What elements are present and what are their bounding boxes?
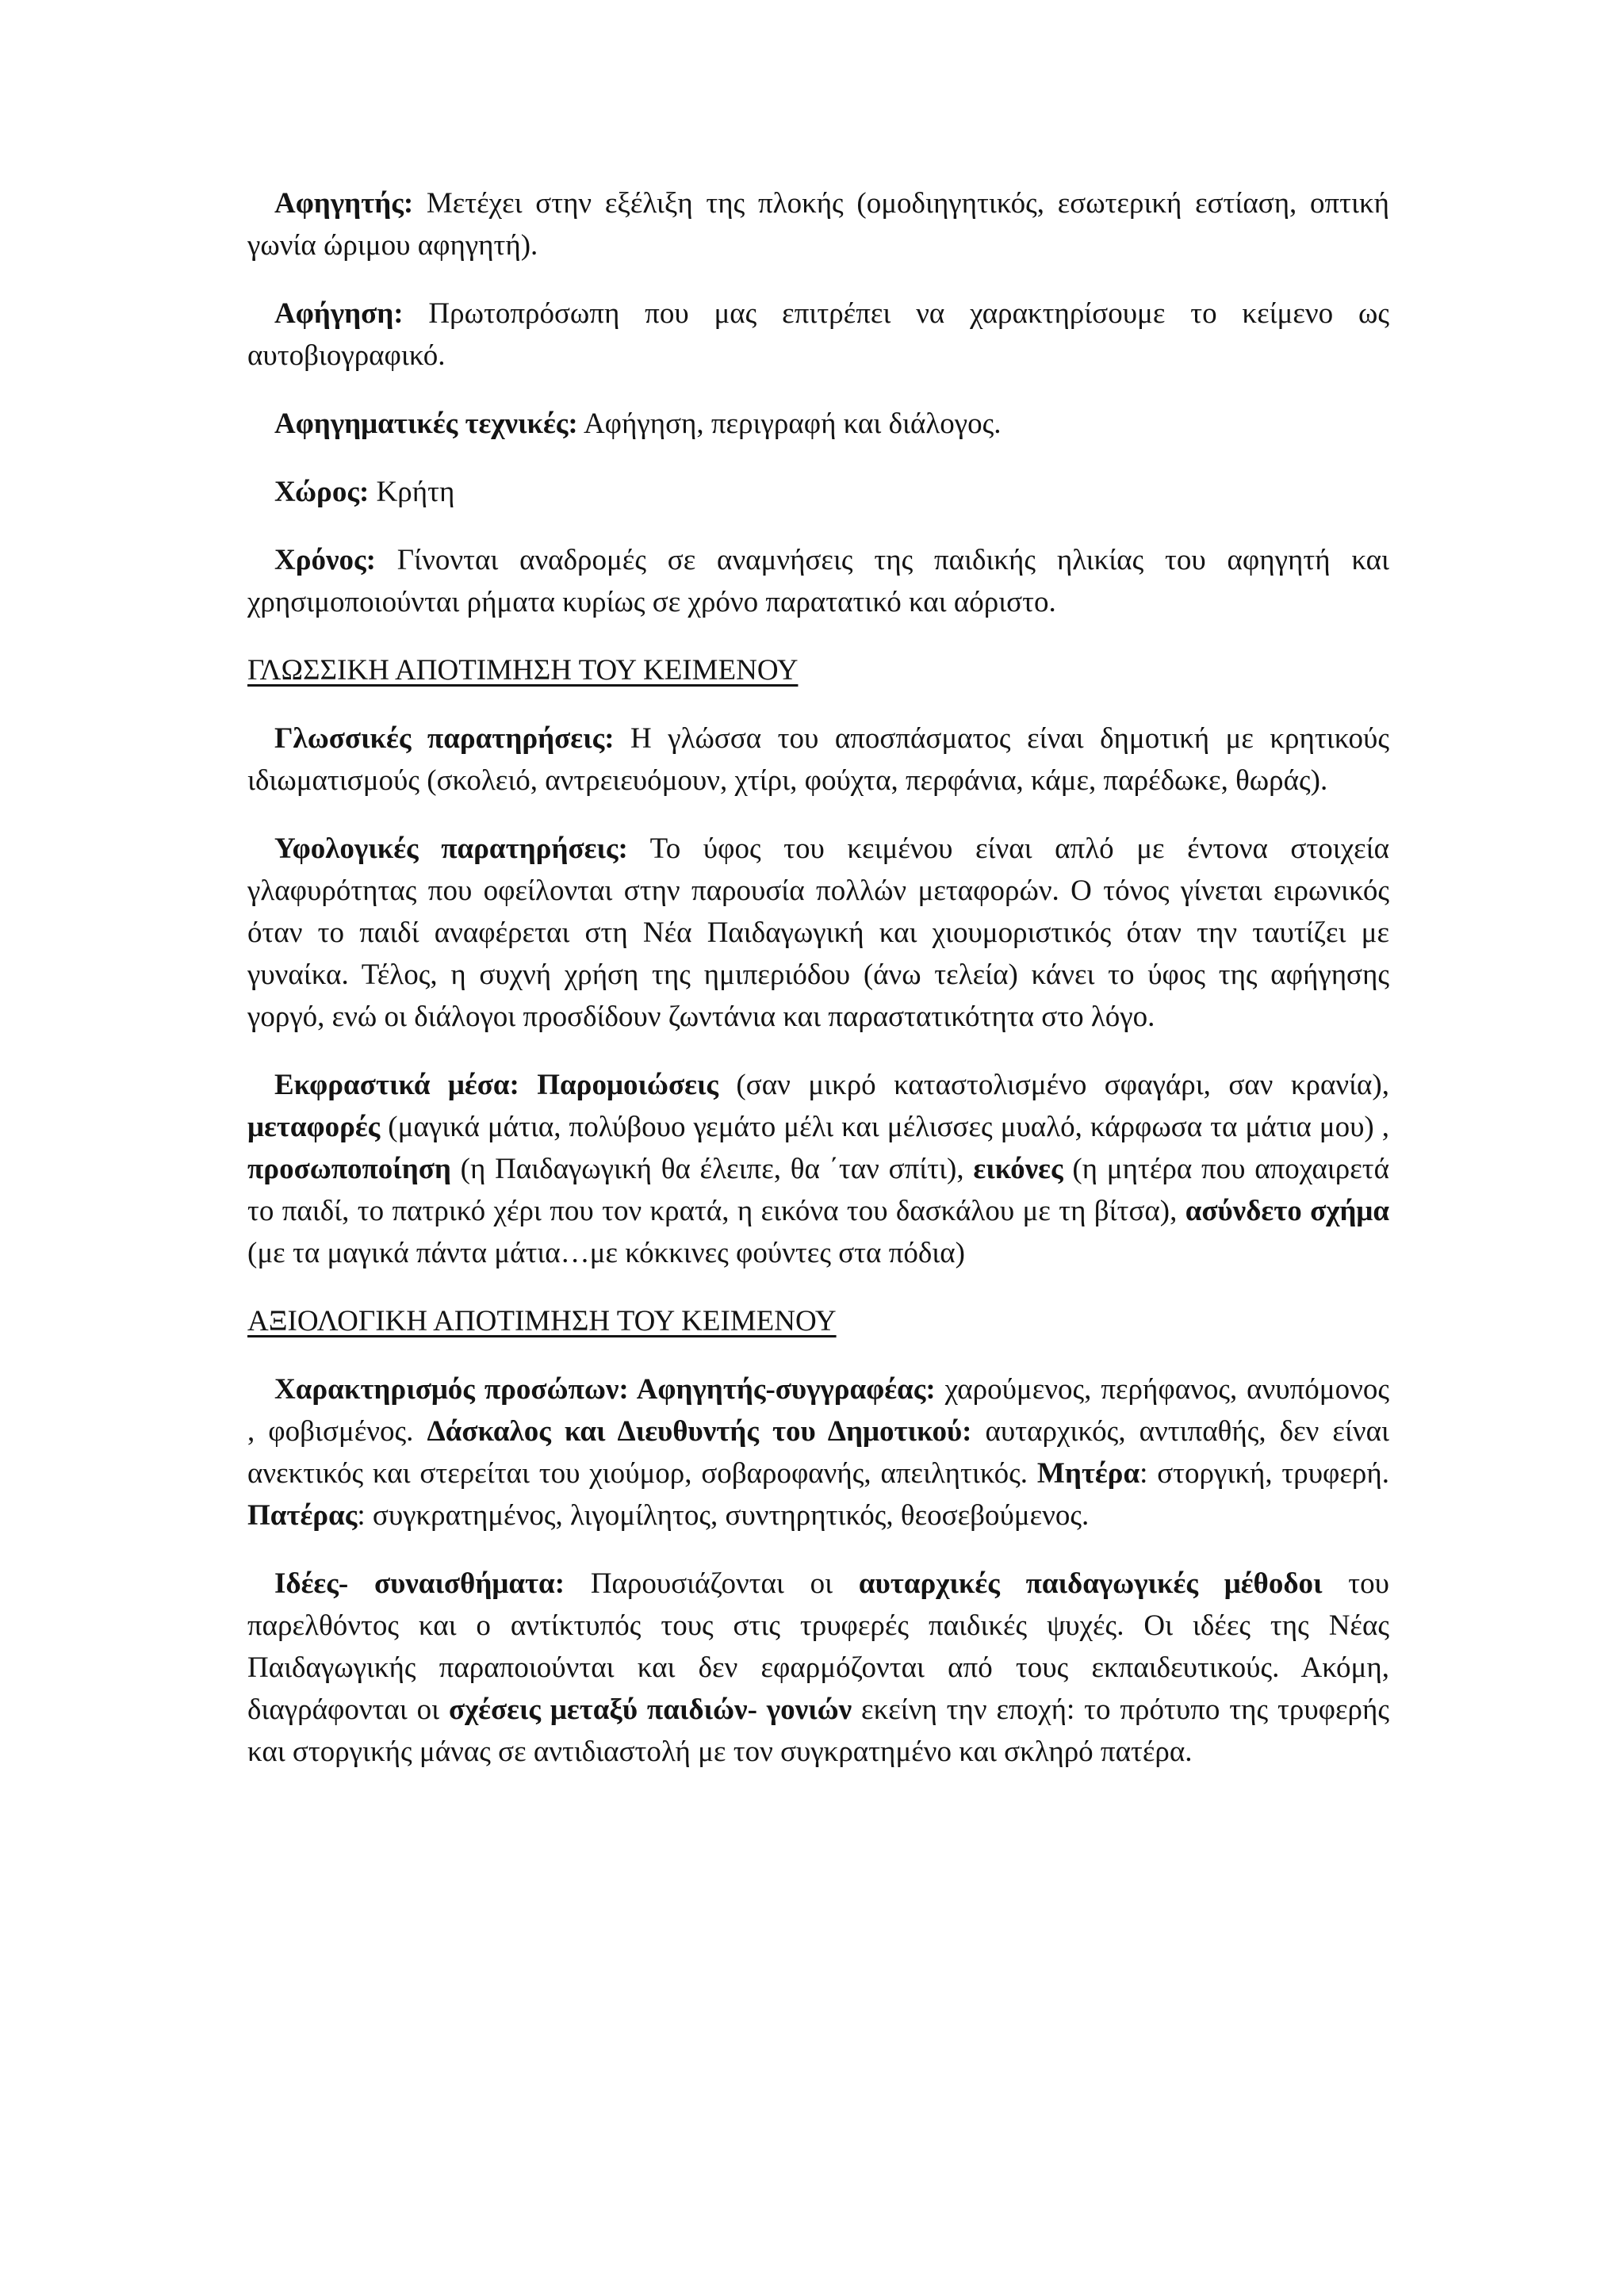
section-heading-linguistic xyxy=(247,649,1389,691)
paragraph-characters xyxy=(247,1368,1389,1536)
paragraph-text: Η γλώσσα του αποσπάσματος είναι δημοτική με κρητικούς ιδιωματισμούς (σκολειό, αντρειευόμουν, χτίρι, φούχτα, περφάνια, κάμε, παρέδωκε, θωράς). xyxy=(247,722,1389,797)
paragraph-narrative-techniques xyxy=(247,403,1389,445)
paragraph-place xyxy=(247,471,1389,513)
term-label: Εκφραστικά μέσα: Παρομοιώσεις xyxy=(274,1069,718,1101)
term-label: Γλωσσικές παρατηρήσεις: xyxy=(274,722,615,755)
term-label: αυταρχικές παιδαγωγικές μέθοδοι xyxy=(858,1567,1323,1600)
paragraph-time xyxy=(247,539,1389,623)
term-label: προσωποποίηση xyxy=(247,1153,451,1185)
paragraph-ideas-feelings xyxy=(247,1563,1389,1773)
term-label: εικόνες xyxy=(973,1153,1063,1185)
heading-text: ΓΛΩΣΣΙΚΗ ΑΠΟΤΙΜΗΣΗ ΤΟΥ ΚΕΙΜΕΝΟΥ xyxy=(247,654,799,687)
document-page xyxy=(247,182,1389,1799)
paragraph-text: αυταρχικός, αντιπαθής, δεν είναι ανεκτικός και στερείται του χιούμορ, σοβαροφανής, απειλητικός. xyxy=(247,1415,1389,1490)
paragraph-expressive-means xyxy=(247,1064,1389,1274)
term-label: Αφήγηση: xyxy=(274,297,404,330)
heading-text: ΑΞΙΟΛΟΓΙΚΗ ΑΠΟΤΙΜΗΣΗ ΤΟΥ ΚΕΙΜΕΝΟΥ xyxy=(247,1305,837,1337)
paragraph-text: Μετέχει στην εξέλιξη της πλοκής (ομοδιηγητικός, εσωτερική εστίαση, οπτική γωνία ώριμου αφηγητή). xyxy=(247,187,1389,262)
section-heading-evaluative xyxy=(247,1300,1389,1342)
paragraph-text: (η Παιδαγωγική θα έλειπε, θα ΄ταν σπίτι), xyxy=(450,1153,974,1185)
term-label: Πατέρας xyxy=(247,1499,358,1532)
term-label: Αφηγηματικές τεχνικές: xyxy=(274,408,578,440)
paragraph-text: Αφήγηση, περιγραφή και διάλογος. xyxy=(577,408,1002,440)
term-label: Δάσκαλος και Διευθυντής του Δημοτικού: xyxy=(427,1415,972,1448)
term-label: Χαρακτηρισμός προσώπων: Αφηγητής-συγγραφέας: xyxy=(274,1373,936,1406)
term-label: Χρόνος: xyxy=(274,544,376,576)
paragraph-text: χαρούμενος, περήφανος, ανυπόμονος , φοβισμένος. xyxy=(247,1373,1389,1448)
term-label: Αφηγητής: xyxy=(274,187,414,220)
term-label: Χώρος: xyxy=(274,476,370,508)
paragraph-narrator xyxy=(247,182,1389,266)
paragraph-text: : στοργική, τρυφερή. xyxy=(1139,1457,1389,1490)
term-label: Ιδέες- συναισθήματα: xyxy=(274,1567,565,1600)
paragraph-text: Κρήτη xyxy=(369,476,455,508)
paragraph-text: (σαν μικρό καταστολισμένο σφαγάρι, σαν κρανία), xyxy=(718,1069,1389,1101)
paragraph-text: Πρωτοπρόσωπη που μας επιτρέπει να χαρακτηρίσουμε το κείμενο ως αυτοβιογραφικό. xyxy=(247,297,1389,372)
term-label: ασύνδετο σχήμα xyxy=(1185,1195,1389,1227)
paragraph-style-remarks xyxy=(247,828,1389,1038)
paragraph-text: του παρελθόντος και ο αντίκτυπός τους στις τρυφερές παιδικές ψυχές. Οι ιδέες της Νέας Παιδαγωγικής παραποιούνται και δεν εφαρμόζονται από τους εκπαιδευτικούς. Ακόμη, διαγράφονται οι xyxy=(247,1567,1389,1726)
term-label: σχέσεις μεταξύ παιδιών- γονιών xyxy=(448,1693,852,1726)
paragraph-text: Παρουσιάζονται οι xyxy=(565,1567,859,1600)
paragraph-text: εκείνη την εποχή: το πρότυπο της τρυφερής και στοργικής μάνας σε αντιδιαστολή με τον συγκρατημένο και σκληρό πατέρα. xyxy=(247,1693,1389,1768)
paragraph-linguistic-remarks xyxy=(247,718,1389,802)
paragraph-text: Το ύφος του κειμένου είναι απλό με έντονα στοιχεία γλαφυρότητας που οφείλονται στην παρουσία πολλών μεταφορών. Ο τόνος γίνεται ειρωνικός όταν το παιδί αναφέρεται στη Νέα Παιδαγωγική και χιουμοριστικός όταν την ταυτίζει με γυναίκα. Τέλος, η συχνή χρήση της ημιπεριόδου (άνω τελεία) κάνει το ύφος της αφήγησης γοργό, ενώ οι διάλογοι προσδίδουν ζωντάνια και παραστατικότητα στο λόγο. xyxy=(247,832,1389,1033)
paragraph-text: : συγκρατημένος, λιγομίλητος, συντηρητικός, θεοσεβούμενος. xyxy=(357,1499,1090,1532)
paragraph-narration xyxy=(247,293,1389,377)
paragraph-text: (η μητέρα που αποχαιρετά το παιδί, το πατρικό χέρι που τον κρατά, η εικόνα του δασκάλου με τη βίτσα), xyxy=(247,1153,1389,1227)
term-label: Μητέρα xyxy=(1036,1457,1140,1490)
paragraph-text: Γίνονται αναδρομές σε αναμνήσεις της παιδικής ηλικίας του αφηγητή και χρησιμοποιούνται ρήματα κυρίως σε χρόνο παρατατικό και αόριστο. xyxy=(247,544,1389,618)
paragraph-text: (με τα μαγικά πάντα μάτια…με κόκκινες φούντες στα πόδια) xyxy=(247,1237,965,1269)
paragraph-text: (μαγικά μάτια, πολύβουο γεμάτο μέλι και μέλισσες μυαλό, κάρφωσα τα μάτια μου) , xyxy=(380,1111,1389,1143)
term-label: Υφολογικές παρατηρήσεις: xyxy=(274,832,628,865)
term-label: μεταφορές xyxy=(247,1111,381,1143)
